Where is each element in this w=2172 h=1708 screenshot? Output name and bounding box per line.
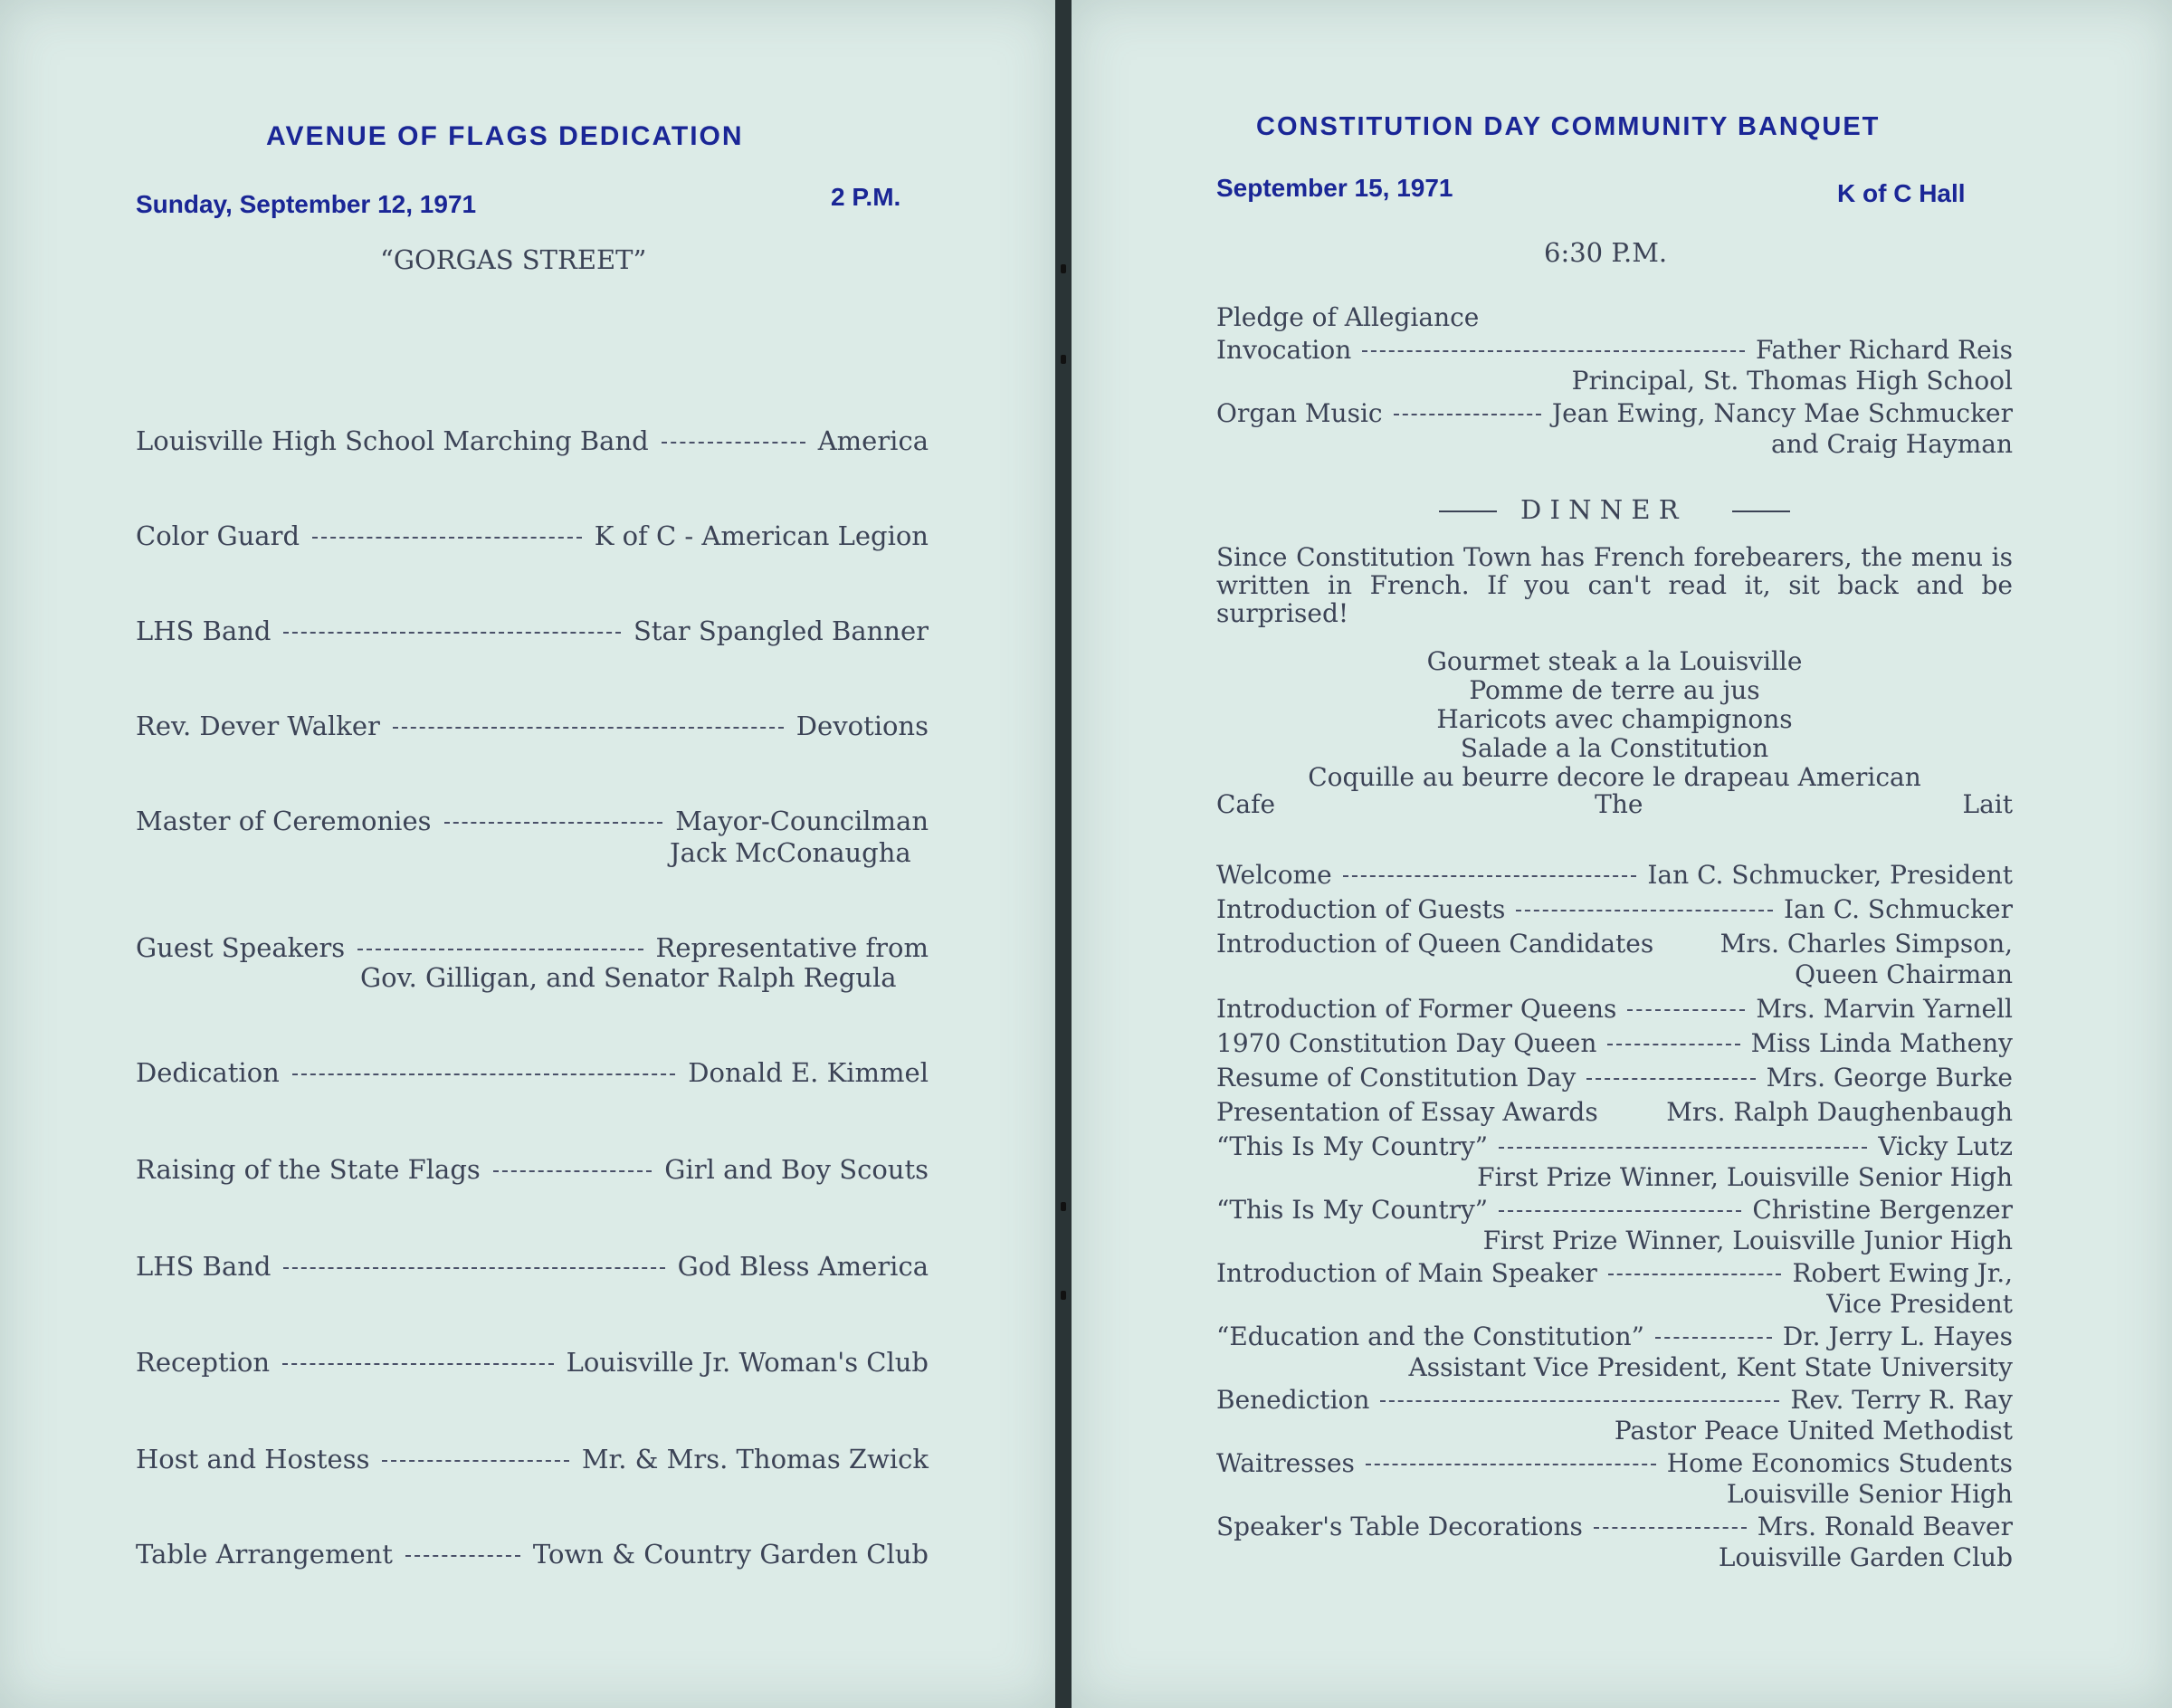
program-role: Speaker's Table Decorations: [1216, 1512, 1583, 1541]
program-row: [1216, 1131, 2013, 1161]
program-row: [136, 520, 929, 551]
binding-gutter: [1055, 0, 1072, 1708]
menu-cafe-line: [1216, 789, 2013, 819]
program-row: [1216, 1063, 2013, 1093]
menu-word: The: [1595, 789, 1643, 819]
menu-item: Haricots avec champignons: [1436, 704, 1793, 734]
right-venue: K of C Hall: [1837, 179, 1966, 207]
menu-item: Pomme de terre au jus: [1469, 675, 1760, 705]
program-who: Louisville Jr. Woman's Club: [566, 1347, 929, 1378]
dinner-intro: Since Constitution Town has French forebearers, the menu is written in French. If you can't read it, sit back and be surprised!: [1216, 542, 2013, 628]
program-who: Devotions: [795, 711, 929, 741]
program-who: America: [817, 425, 929, 456]
program-role: 1970 Constitution Day Queen: [1216, 1028, 1597, 1058]
program-role: Color Guard: [136, 520, 300, 551]
program-who-continued: Assistant Vice President, Kent State University: [1408, 1352, 2013, 1382]
program-role: Master of Ceremonies: [136, 806, 432, 836]
menu-item: Salade a la Constitution: [1460, 733, 1769, 763]
program-row: [136, 806, 929, 836]
program-role: Presentation of Essay Awards: [1216, 1097, 1598, 1127]
menu-item: Gourmet steak a la Louisville: [1426, 646, 1803, 676]
program-row: [1216, 335, 2013, 365]
program-row: [136, 711, 929, 741]
program-row: [136, 1444, 929, 1474]
program-who: Ian C. Schmucker: [1784, 894, 2013, 924]
program-who: Home Economics Students: [1666, 1448, 2013, 1478]
right-title: CONSTITUTION DAY COMMUNITY BANQUET: [1256, 112, 1881, 141]
program-role: Reception: [136, 1347, 271, 1378]
program-role: LHS Band: [136, 615, 272, 646]
program-row: [1216, 894, 2013, 924]
program-row: [1216, 1097, 2013, 1127]
program-row: [1216, 398, 2013, 428]
program-who: Dr. Jerry L. Hayes: [1782, 1322, 2013, 1351]
divider: [1439, 510, 1497, 512]
program-who: Donald E. Kimmel: [688, 1057, 929, 1088]
program-row: [1216, 1322, 2013, 1351]
program-row: [1216, 1028, 2013, 1058]
program-row: [136, 1539, 929, 1570]
left-time: 2 P.M.: [831, 183, 901, 211]
left-title: AVENUE OF FLAGS DEDICATION: [266, 121, 744, 151]
program-row: [136, 1251, 929, 1282]
program-role: “This Is My Country”: [1216, 1131, 1489, 1161]
program-who-continued: Queen Chairman: [1795, 959, 2013, 989]
program-row: [136, 1154, 929, 1185]
program-who: Christine Bergenzer: [1752, 1195, 2013, 1225]
program-row: [1216, 1195, 2013, 1225]
program-role: “Education and the Constitution”: [1216, 1322, 1644, 1351]
program-who-continued: Louisville Garden Club: [1718, 1542, 2013, 1572]
menu-word: Lait: [1962, 789, 2013, 819]
program-role: Louisville High School Marching Band: [136, 425, 649, 456]
program-who-continued: First Prize Winner, Louisville Junior High: [1482, 1226, 2013, 1255]
program-row: [1216, 929, 2013, 959]
program-who: Representative from: [655, 932, 929, 963]
program-role: Table Arrangement: [136, 1539, 393, 1570]
program-role: Organ Music: [1216, 398, 1383, 428]
program-role: Introduction of Guests: [1216, 894, 1506, 924]
program-role: Invocation: [1216, 335, 1352, 365]
program-role: “This Is My Country”: [1216, 1195, 1489, 1225]
program-who: Robert Ewing Jr.,: [1792, 1258, 2013, 1288]
program-who-continued: Jack McConaugha: [670, 837, 911, 868]
program-who: Ian C. Schmucker, President: [1647, 860, 2013, 890]
program-who: Mayor-Councilman: [675, 806, 929, 836]
program-who: Mr. & Mrs. Thomas Zwick: [581, 1444, 929, 1474]
dinner-heading: D I N N E R: [1520, 494, 1679, 525]
program-who: Mrs. George Burke: [1766, 1063, 2013, 1093]
program-role: Benediction: [1216, 1385, 1370, 1415]
program-row: [136, 425, 929, 456]
program-role: Guest Speakers: [136, 932, 346, 963]
program-role: Raising of the State Flags: [136, 1154, 481, 1185]
program-who: Star Spangled Banner: [633, 615, 929, 646]
program-who-continued: Principal, St. Thomas High School: [1571, 366, 2013, 396]
program-who: Town & Country Garden Club: [532, 1539, 929, 1570]
program-row: [1216, 1512, 2013, 1541]
program-who: Mrs. Marvin Yarnell: [1756, 994, 2013, 1024]
program-who: Mrs. Ronald Beaver: [1757, 1512, 2013, 1541]
program-who: Rev. Terry R. Ray: [1790, 1385, 2013, 1415]
program-who: Jean Ewing, Nancy Mae Schmucker: [1551, 398, 2013, 428]
program-role: Introduction of Former Queens: [1216, 994, 1617, 1024]
program-who-continued: and Craig Hayman: [1770, 429, 2013, 459]
right-date: September 15, 1971: [1216, 174, 1453, 202]
program-row: [1216, 994, 2013, 1024]
program-who-continued: Louisville Senior High: [1726, 1479, 2013, 1509]
program-who-continued: Vice President: [1826, 1289, 2013, 1319]
program-role: Waitresses: [1216, 1448, 1355, 1478]
left-date: Sunday, September 12, 1971: [136, 190, 477, 218]
program-who: Mrs. Charles Simpson,: [1720, 929, 2013, 959]
program-role: Dedication: [136, 1057, 280, 1088]
program-who: Miss Linda Matheny: [1750, 1028, 2013, 1058]
program-who: K of C - American Legion: [594, 520, 929, 551]
program-who-continued: Gov. Gilligan, and Senator Ralph Regula: [360, 962, 897, 993]
program-who-continued: Pastor Peace United Methodist: [1614, 1416, 2013, 1446]
menu-item: Coquille au beurre decore le drapeau American: [1308, 762, 1921, 792]
program-row: [1216, 1258, 2013, 1288]
program-who: Girl and Boy Scouts: [664, 1154, 929, 1185]
staple: [1061, 264, 1066, 273]
program-row: [1216, 860, 2013, 890]
menu-word: Cafe: [1216, 789, 1276, 819]
program-who-continued: First Prize Winner, Louisville Senior High: [1477, 1162, 2013, 1192]
program-role: Welcome: [1216, 860, 1332, 890]
program-row: [136, 1347, 929, 1378]
program-who: Father Richard Reis: [1756, 335, 2013, 365]
staple: [1061, 355, 1066, 364]
program-role: Host and Hostess: [136, 1444, 370, 1474]
program-row: [1216, 1385, 2013, 1415]
program-role: Resume of Constitution Day: [1216, 1063, 1577, 1093]
program-row: [136, 615, 929, 646]
staple: [1061, 1202, 1066, 1211]
right-time: 6:30 P.M.: [1544, 237, 1668, 268]
program-who: Vicky Lutz: [1878, 1131, 2013, 1161]
program-who: God Bless America: [677, 1251, 929, 1282]
program-role: Rev. Dever Walker: [136, 711, 380, 741]
divider: [1732, 510, 1790, 512]
program-role: LHS Band: [136, 1251, 272, 1282]
program-row: [136, 1057, 929, 1088]
program-row: [1216, 1448, 2013, 1478]
program-role: Introduction of Main Speaker: [1216, 1258, 1597, 1288]
pledge-line: Pledge of Allegiance: [1216, 302, 1480, 332]
staple: [1061, 1291, 1066, 1300]
program-role: Introduction of Queen Candidates: [1216, 929, 1654, 959]
program-row: [136, 932, 929, 963]
program-who: Mrs. Ralph Daughenbaugh: [1666, 1097, 2013, 1127]
left-location: “GORGAS STREET”: [380, 244, 647, 275]
